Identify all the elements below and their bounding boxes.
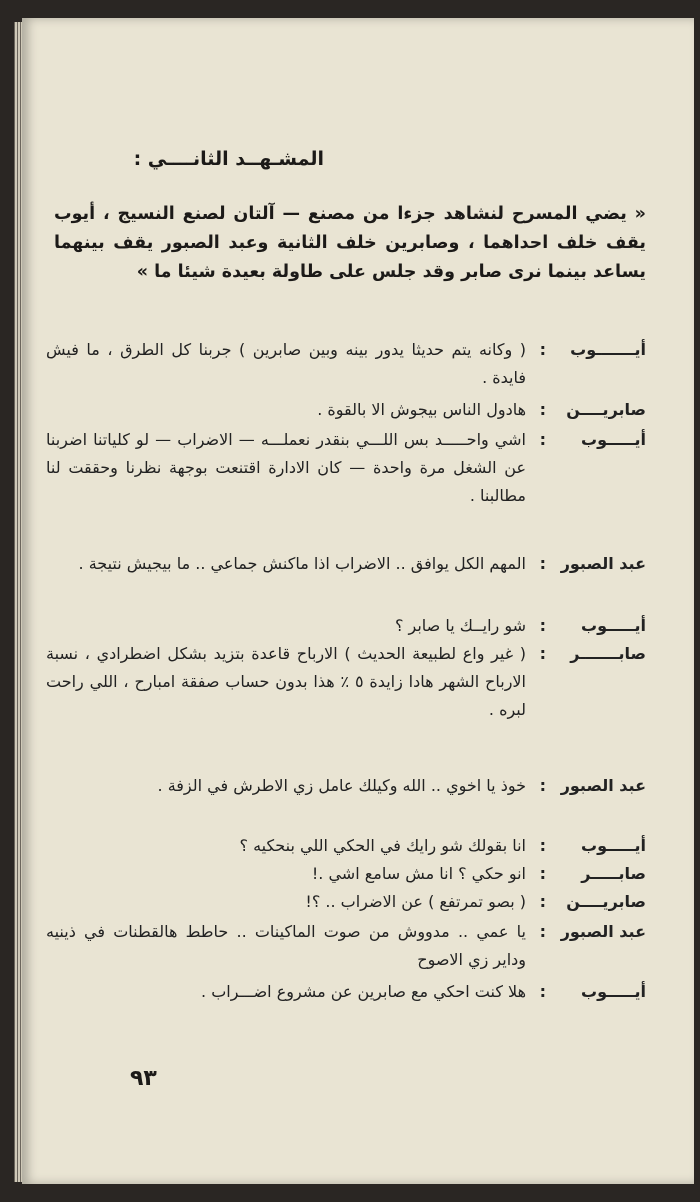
- speaker-name: صابـــــر: [581, 864, 646, 883]
- speaker-name: عبد الصبور: [560, 554, 646, 573]
- speaker-name: أيـــــوب: [581, 982, 646, 1001]
- speaker-name: أيـــــوب: [581, 836, 646, 855]
- scene-heading: المشـهــد الثانــــي :: [133, 148, 324, 170]
- colon: :: [539, 864, 546, 883]
- colon: :: [539, 776, 546, 795]
- dialogue-text: انو حكي ؟ انا مش سامع اشي .!: [311, 864, 526, 883]
- dialogue-text: انا بقولك شو رايك في الحكي اللي بنحكيه ؟: [239, 836, 526, 855]
- speaker-name: عبد الصبور: [560, 776, 646, 795]
- dialogue-text: المهم الكل يوافق .. الاضراب اذا ماكنش جماعي .. ما بيجيش نتيجة .: [78, 554, 526, 573]
- speaker-name: أيـــــوب: [581, 430, 646, 449]
- dialogue-text: اشي واحـــــد بس اللـــي بنقدر نعملـــه — الاضراب — لو كلياتنا اضربنا عن الشغل مرة واحدة — كان الادارة اقتنعت بوجهة نظرنا وحققت لنا مطالبنا .: [46, 430, 526, 505]
- dialogue-text: يا عمي .. مدووش من صوت الماكينات .. حاطط هالقطنات في ذينيه وداير زي الاصوح: [46, 922, 526, 969]
- dialogue-text: هلا كنت احكي مع صابرين عن مشروع اضـــراب .: [201, 982, 526, 1001]
- colon: :: [539, 616, 546, 635]
- speaker-name: أيـــــــوب: [570, 340, 646, 359]
- dialogue-text: خوذ يا اخوي .. الله وكيلك عامل زي الاطرش في الزفة .: [157, 776, 526, 795]
- colon: :: [539, 892, 546, 911]
- speaker-name: عبد الصبور: [560, 922, 646, 941]
- dialogue-text: ( بصو تمرتفع ) عن الاضراب .. ؟!: [305, 892, 526, 911]
- book-page: [22, 18, 694, 1184]
- speaker-name: أيـــــوب: [581, 616, 646, 635]
- colon: :: [539, 340, 546, 359]
- dialogue-text: ( وكانه يتم حديثا يدور بينه وبين صابرين ) جربنا كل الطرق ، ما فيش فايدة .: [46, 340, 526, 387]
- speaker-name: صابـــــــر: [570, 644, 646, 663]
- dialogue-text: شو رايــك يا صابر ؟: [394, 616, 526, 635]
- colon: :: [539, 922, 546, 941]
- speaker-name: صابريــــن: [566, 892, 646, 911]
- colon: :: [539, 836, 546, 855]
- stage-direction: « يضي المسرح لنشاهد جزءا من مصنع — آلتان لصنع النسيج ، أيوب يقف خلف احداهما ، وصابرين خلف الثانية وعبد الصبور يقف بينهما يساعد بينما نرى صابر وقد جلس على طاولة بعيدة شيئا ما »: [54, 204, 646, 282]
- colon: :: [539, 644, 546, 663]
- dialogue-text: هادول الناس بيجوش الا بالقوة .: [317, 400, 526, 419]
- speaker-name: صابريــــن: [566, 400, 646, 419]
- colon: :: [539, 554, 546, 573]
- colon: :: [539, 982, 546, 1001]
- page-number: ٩٣: [130, 1066, 157, 1091]
- page-content: [22, 18, 694, 1184]
- dialogue-text: ( غير واع لطبيعة الحديث ) الارباح قاعدة بتزيد بشكل اضطرادي ، نسبة الارباح الشهر هادا زايدة ٥ ٪ هذا بدون حساب صفقة امبارح ، اللي راحت لبره .: [46, 644, 526, 719]
- colon: :: [539, 430, 546, 449]
- colon: :: [539, 400, 546, 419]
